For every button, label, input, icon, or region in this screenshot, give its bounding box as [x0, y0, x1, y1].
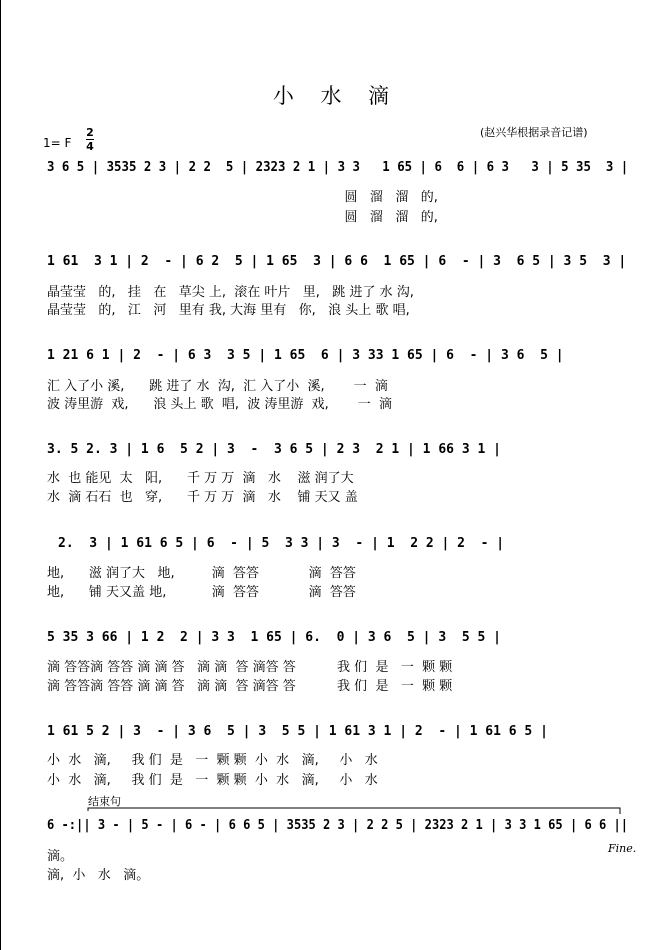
notes: 1 21 6 1 | 2 - | 6 3 3 5 | 1 65 6 | 3 33 1 65 | 6 - | 3 6 5 | — [47, 348, 564, 363]
notes: 6 -:|| 3 - | 5 - | 6 - | 6 6 5 | 3535 2 3 | 2 2 5 | 2323 2 1 | 3 3 1 65 | 6 6 || — [47, 818, 629, 833]
lyric-verse-1: 圆 溜 溜 的, — [47, 190, 438, 205]
lyric-verse-2: 地, 铺 天又盖 地, 滴 答答 滴 答答 — [47, 585, 356, 600]
notation-line-8 — [0, 818, 672, 838]
lyric-verse-2: 圆 溜 溜 的, — [47, 210, 438, 225]
lyric-row-8b — [0, 864, 672, 883]
notes: 1 61 3 1 | 2 - | 6 2 5 | 1 65 3 | 6 6 1 65 | 6 - | 3 6 5 | 3 5 3 | — [47, 254, 627, 269]
song-title: 小 水 滴 — [272, 84, 400, 108]
notes: 3. 5 2. 3 | 1 6 5 2 | 3 - 3 6 5 | 2 3 2 1 | 1 66 3 1 | — [47, 442, 501, 457]
lyric-row-8a — [0, 845, 672, 864]
fine-mark: Fine. — [608, 842, 637, 855]
key-signature: 1= F — [43, 136, 72, 150]
lyric-verse-1: 滴 答答滴 答答 滴 滴 答 滴 滴 答 滴答 答 我 们 是 一 颗 颗 — [47, 660, 453, 675]
lyric-verse-2: 小 水 滴, 我 们 是 一 颗 颗 小 水 滴, 小 水 — [47, 773, 378, 788]
notes: 2. 3 | 1 61 6 5 | 6 - | 5 3 3 | 3 - | 1 2 2 | 2 - | — [58, 536, 505, 551]
lyric-verse-2: 滴 答答滴 答答 滴 滴 答 滴 滴 答 滴答 答 我 们 是 一 颗 颗 — [47, 679, 453, 694]
lyric-verse-1: 地, 滋 润了大 地, 滴 答答 滴 答答 — [47, 566, 356, 581]
lyric-verse-1: 小 水 滴, 我 们 是 一 颗 颗 小 水 滴, 小 水 — [47, 753, 378, 768]
lyric-verse-2: 波 涛里游 戏, 浪 头上 歌 唱, 波 涛里游 戏, 一 滴 — [47, 397, 392, 412]
time-signature-top: 2 — [86, 126, 94, 139]
notes: 3 6 5 | 3535 2 3 | 2 2 5 | 2323 2 1 | 3 3 1 65 | 6 6 | 6 3 3 | 5 35 3 | — [47, 160, 629, 175]
notes: 5 35 3 66 | 1 2 2 | 3 3 1 65 | 6. 0 | 3 6 5 | 3 5 5 | — [47, 630, 501, 645]
coda-label: 结束句 — [88, 795, 121, 808]
lyric-verse-2: 水 滴 石石 也 穿, 千 万 万 滴 水 铺 天又 盖 — [47, 490, 358, 505]
lyric-verse-1: 汇 入了小 溪, 跳 进了 水 沟, 汇 入了小 溪, 一 滴 — [47, 379, 388, 394]
lyric-verse-2: 滴, 小 水 滴。 — [47, 868, 150, 883]
time-signature-bottom: 4 — [86, 140, 94, 153]
lyric-verse-2: 晶莹莹 的, 江 河 里有 我, 大海 里有 你, 浪 头上 歌 唱, — [47, 303, 410, 318]
transcription-credit: (赵兴华根据录音记谱) — [480, 126, 588, 139]
lyric-verse-1: 晶莹莹 的, 挂 在 草尖 上, 滚在 叶片 里, 跳 进了 水 沟, — [47, 285, 414, 300]
notes: 1 61 5 2 | 3 - | 3 6 5 | 3 5 5 | 1 61 3 1 | 2 - | 1 61 6 5 | — [47, 724, 548, 739]
lyric-verse-1: 滴。 — [47, 849, 74, 864]
lyric-verse-1: 水 也 能见 太 阳, 千 万 万 滴 水 滋 润了大 — [47, 471, 354, 486]
